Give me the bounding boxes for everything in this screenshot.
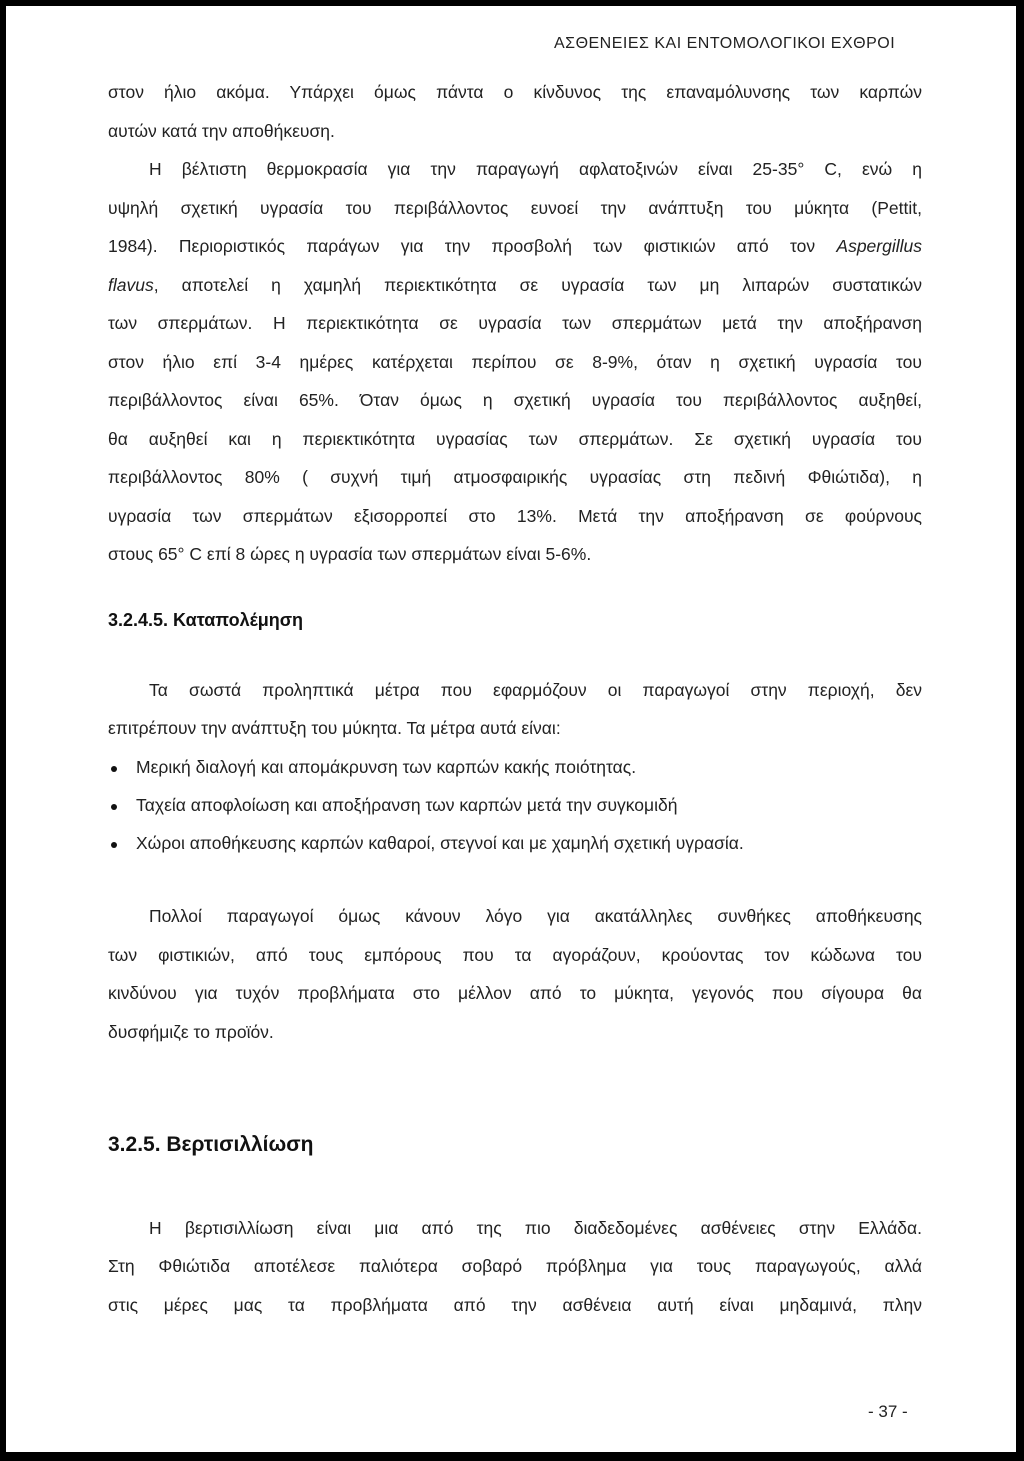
paragraph-line: επιτρέπουν την ανάπτυξη του μύκητα. Τα μέτρα αυτά είναι: xyxy=(108,718,561,738)
paragraph-line: αυτών κατά την αποθήκευση. xyxy=(108,121,335,141)
bullet-item: Μερική διαλογή και απομάκρυνση των καρπών κακής ποιότητας. xyxy=(136,757,637,777)
paragraph-line: στις μέρες μας τα προβλήματα από την ασθένεια αυτή είναι μηδαμινά, πλην xyxy=(108,1295,922,1315)
paragraph-line xyxy=(108,275,922,299)
paragraph-line: περιβάλλοντος είναι 65%. Όταν όμως η σχετική υγρασία του περιβάλλοντος αυξηθεί, xyxy=(108,390,922,410)
bullet-item: Ταχεία αποφλοίωση και αποξήρανση των καρπών μετά την συγκομιδή xyxy=(136,795,678,815)
paragraph-line: υγρασία των σπερμάτων εξισορροπεί στο 13%. Μετά την αποξήρανση σε φούρνους xyxy=(108,506,922,526)
paragraph-line: Η βέλτιστη θερμοκρασία για την παραγωγή αφλατοξινών είναι 25-35° C, ενώ η xyxy=(149,159,922,179)
paragraph-line: δυσφήμιζε το προϊόν. xyxy=(108,1022,274,1042)
bullet-icon xyxy=(111,842,117,848)
species-name-italic: flavus xyxy=(108,275,154,295)
paragraph-line: στους 65° C επί 8 ώρες η υγρασία των σπερμάτων είναι 5-6%. xyxy=(108,544,592,564)
bullet-icon xyxy=(111,766,117,772)
section-heading: 3.2.5. Βερτισιλλίωση xyxy=(108,1133,314,1156)
paragraph-line: των φιστικιών, από τους εμπόρους που τα αγοράζουν, κρούοντας τον κώδωνα του xyxy=(108,945,922,965)
paragraph-line: στον ήλιο επί 3-4 ημέρες κατέρχεται περίπου σε 8-9%, όταν η σχετική υγρασία του xyxy=(108,352,922,372)
document-page xyxy=(6,6,1016,1452)
paragraph-line: Πολλοί παραγωγοί όμως κάνουν λόγο για ακατάλληλες συνθήκες αποθήκευσης xyxy=(149,906,922,926)
text-run: 1984). Περιοριστικός παράγων για την προσβολή των φιστικιών από τον xyxy=(108,236,837,256)
paragraph-line: περιβάλλοντος 80% ( συχνή τιμή ατμοσφαιρικής υγρασίας στη πεδινή Φθιώτιδα), η xyxy=(108,467,922,487)
page-number: - 37 - xyxy=(868,1402,908,1421)
paragraph-line: Στη Φθιώτιδα αποτέλεσε παλιότερα σοβαρό πρόβλημα για τους παραγωγούς, αλλά xyxy=(108,1256,922,1276)
species-name-italic: Aspergillus xyxy=(836,236,922,256)
section-heading: 3.2.4.5. Καταπολέμηση xyxy=(108,610,304,630)
paragraph-line: θα αυξηθεί και η περιεκτικότητα υγρασίας των σπερμάτων. Σε σχετική υγρασία του xyxy=(108,429,922,449)
text-run: , αποτελεί η χαμηλή περιεκτικότητα σε υγρασία των μη λιπαρών συστατικών xyxy=(153,275,922,295)
paragraph-line: Τα σωστά προληπτικά μέτρα που εφαρμόζουν οι παραγωγοί στην περιοχή, δεν xyxy=(149,680,922,700)
bullet-icon xyxy=(111,804,117,810)
paragraph-line: Η βερτισιλλίωση είναι μια από της πιο διαδεδομένες ασθένειες στην Ελλάδα. xyxy=(149,1218,922,1238)
running-header: ΑΣΘΕΝΕΙΕΣ ΚΑΙ ΕΝΤΟΜΟΛΟΓΙΚΟΙ ΕΧΘΡΟΙ xyxy=(554,35,896,52)
bullet-item: Χώροι αποθήκευσης καρπών καθαροί, στεγνοί και με χαμηλή σχετική υγρασία. xyxy=(136,833,744,853)
paragraph-line: υψηλή σχετική υγρασία του περιβάλλοντος ευνοεί την ανάπτυξη του μύκητα (Pettit, xyxy=(108,198,922,218)
paragraph-line: κινδύνου για τυχόν προβλήματα στο μέλλον από το μύκητα, γεγονός που σίγουρα θα xyxy=(108,983,922,1003)
paragraph-line: των σπερμάτων. Η περιεκτικότητα σε υγρασία των σπερμάτων μετά την αποξήρανση xyxy=(108,313,922,333)
paragraph-line xyxy=(108,236,922,260)
paragraph-line: στον ήλιο ακόμα. Υπάρχει όμως πάντα ο κίνδυνος της επαναμόλυνσης των καρπών xyxy=(108,82,922,102)
